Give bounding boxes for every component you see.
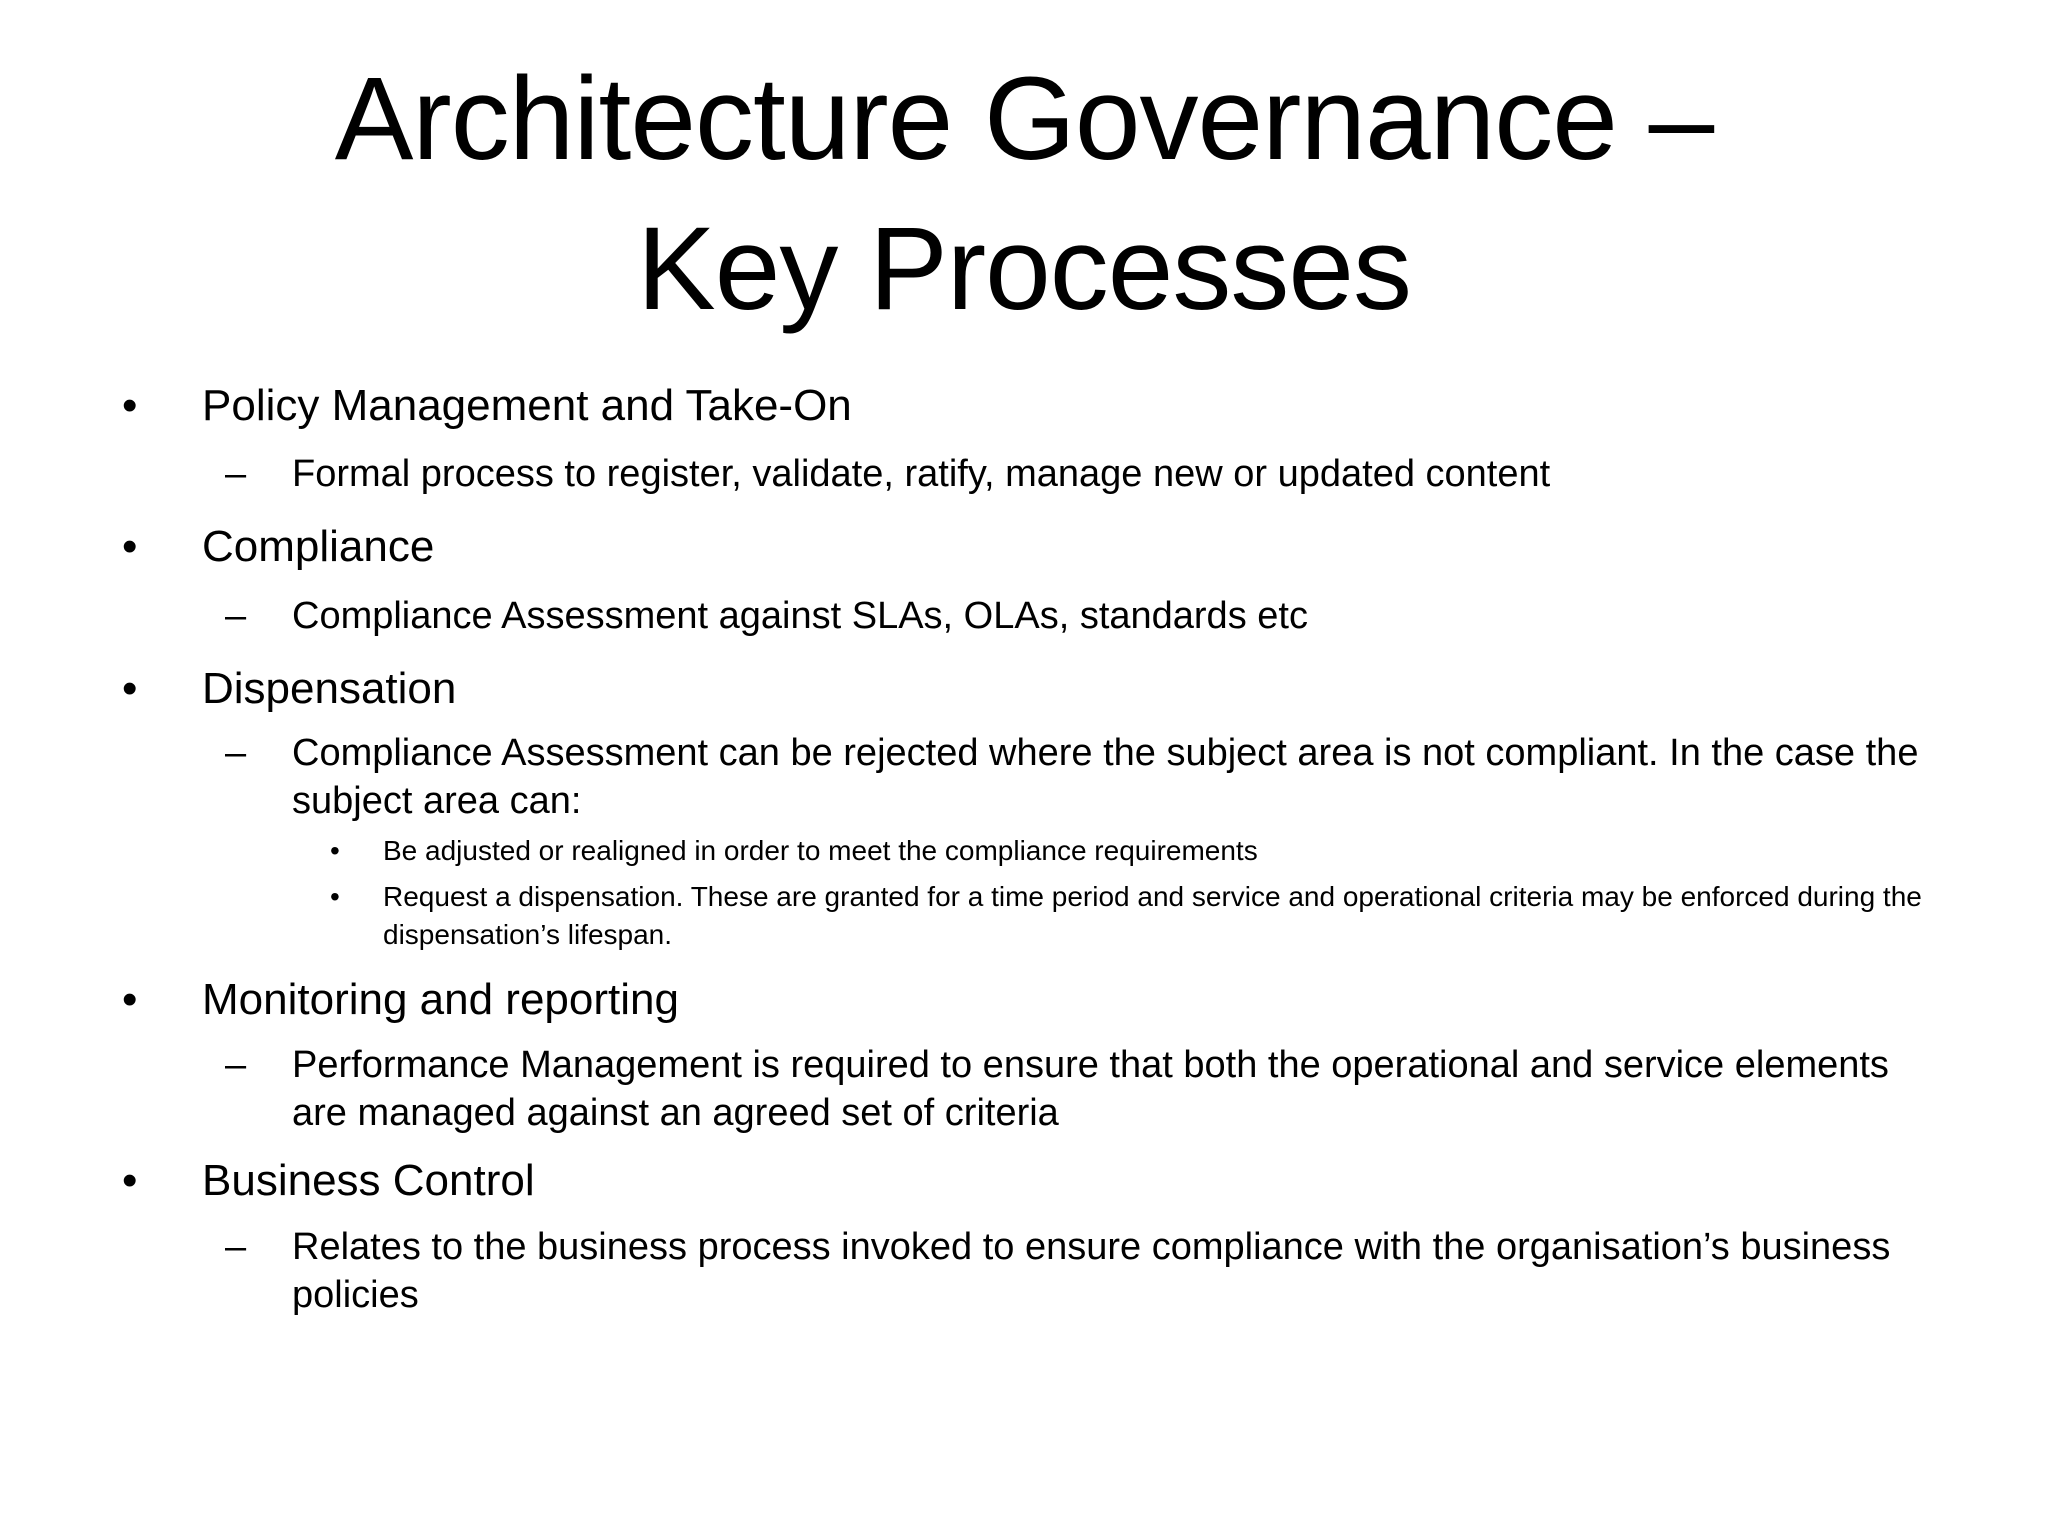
bullet-dot: • xyxy=(122,522,138,571)
bullet-label: Monitoring and reporting xyxy=(202,975,679,1024)
small-bullet-dot: • xyxy=(330,835,340,866)
dash-marker: – xyxy=(225,732,247,774)
dash-marker: – xyxy=(225,1044,247,1086)
bullet-label: Policy Management and Take-On xyxy=(202,381,852,430)
bullet-label: Compliance xyxy=(202,522,435,571)
sub-bullet-text: Performance Management is required to ensure that both the operational and service elements are managed against an agreed set of criteria xyxy=(292,1044,1889,1134)
sub-bullet-text: Formal process to register, validate, ratify, manage new or updated content xyxy=(292,453,1551,495)
sub-bullet-text: Compliance Assessment against SLAs, OLAs, standards etc xyxy=(292,595,1308,637)
dash-marker: – xyxy=(225,595,247,637)
bullet-dot: • xyxy=(122,381,138,430)
dash-marker: – xyxy=(225,453,247,495)
slide-title-line-1: Architecture Governance – xyxy=(334,53,1714,185)
bullet-dot: • xyxy=(122,975,138,1024)
bullet-label: Dispensation xyxy=(202,664,457,713)
slide-title-line-2: Key Processes xyxy=(637,203,1411,335)
small-bullet-dot: • xyxy=(330,881,340,912)
sub-sub-bullet-text: Be adjusted or realigned in order to meet the compliance requirements xyxy=(383,835,1258,866)
sub-bullet-text: Relates to the business process invoked to ensure compliance with the organisation’s business policies xyxy=(292,1226,1891,1316)
sub-bullet-text: Compliance Assessment can be rejected where the subject area is not compliant. In the case the subject area can: xyxy=(292,732,1919,822)
dash-marker: – xyxy=(225,1226,247,1268)
bullet-dot: • xyxy=(122,1156,138,1205)
sub-sub-bullet-text: Request a dispensation. These are granted for a time period and service and operational criteria may be enforced during the dispensation’s lifespan. xyxy=(383,881,1922,950)
bullet-label: Business Control xyxy=(202,1156,535,1205)
bullet-dot: • xyxy=(122,664,138,713)
